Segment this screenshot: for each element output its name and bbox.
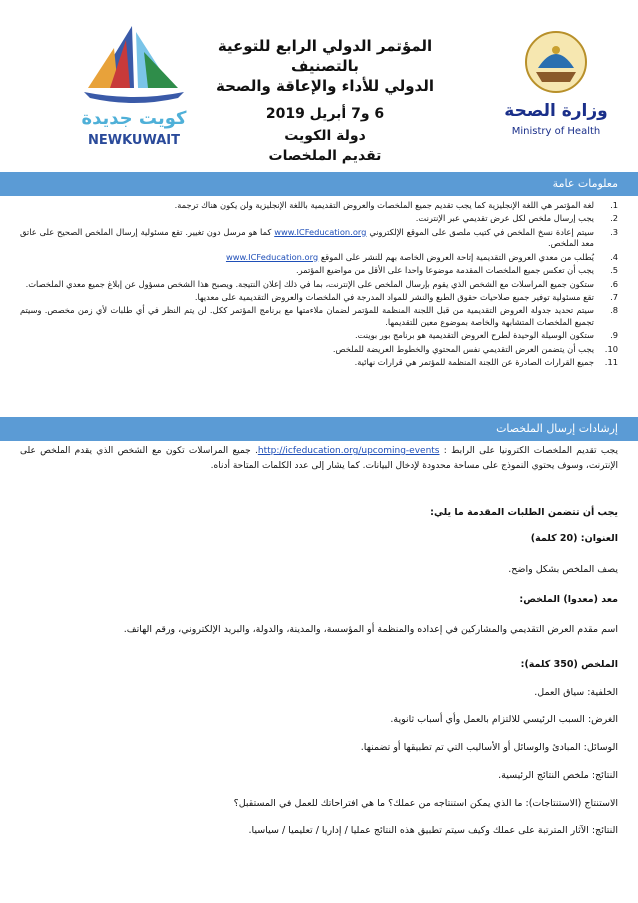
abstract-item: النتائج: ملخص النتائج الرئيسية. (498, 770, 618, 781)
conference-date: 6 و7 أبريل 2019 (265, 106, 385, 122)
list-item: 8. سيتم تحديد جدولة العروض التقديمية من قبل اللجنة المنظمة للمؤتمر لضمان ملاءمتها مع برنامج المؤتمر ككل. لن يتم النظر في أي طلبات لأي زمن مخصص. وسيتم تجميع الملخصات المتشابهة والخاصة بموضوع معين للتقديمها. (20, 305, 618, 327)
authors-desc: اسم مقدم العرض التقديمي والمشاركين في إعداده والمنظمة أو المؤسسة، والمدينة، والدولة، والبريد الإلكتروني، ورقم الهاتف. (123, 624, 618, 635)
sail-icon (74, 18, 194, 158)
list-item: 3. سيتم إعادة نسخ الملخص في كتيب ملصق على الموقع الإلكتروني www.ICFeducation.org كما هو مرسل دون تغيير. تقع مسئولية إرسال الملخص الصحيح على عاتق معد الملخص. (20, 226, 618, 249)
list-item: 11. جميع القرارات الصادرة عن اللجنة المنظمة للمؤتمر هي قرارات نهائية. (354, 357, 618, 368)
abstract-item: النتائج: الآثار المترتبة على عملك وكيف سيتم تطبيق هذه النتائج عمليا / إداريا / تعليميا / سياسيا. (248, 825, 618, 836)
logo-left-text: كويت جديدة (81, 108, 187, 129)
title-line1: المؤتمر الدولي الرابع للتوعية بالتصنيف (217, 37, 433, 75)
abstract-item: الوسائل: المبادئ والوسائل أو الأساليب التي تم تطبيقها أو تضمنها. (360, 742, 618, 753)
abstract-item: الخلفية: سياق العمل. (534, 687, 618, 698)
page-subtitle: تقديم الملخصات (268, 148, 382, 164)
section-general-info-heading: معلومات عامة (552, 177, 618, 190)
header (0, 0, 638, 170)
list-item: 9. ستكون الوسيلة الوحيدة لطرح العروض التقديمية هو برنامج بور بوينت. (354, 330, 618, 341)
ministry-of-health-logo (474, 20, 624, 160)
section-submission-guidelines-bar (0, 417, 638, 441)
emblem-icon (474, 20, 624, 160)
title-desc: يصف الملخص بشكل واضح. (508, 564, 618, 575)
new-kuwait-logo (74, 18, 194, 158)
list-item: 1. لغة المؤتمر هي اللغة الإنجليزية كما يجب تقديم جميع الملخصات والعروض التقديمية باللغة الإنجليزية ولن يكون هناك ترجمة. (174, 200, 618, 210)
abstract-label: الملخص (350 كلمة): (520, 659, 618, 670)
logo-right-en: Ministry of Health (511, 126, 601, 137)
upcoming-events-link[interactable]: http://icfeducation.org/upcoming-events (257, 446, 440, 456)
conference-title (190, 36, 460, 166)
logo-right-text: وزارة الصحة (504, 101, 608, 121)
list-item: 5. يجب أن تعكس جميع الملخصات المقدمة موضوعا واحدا على الأقل من مواضيع المؤتمر. (295, 265, 618, 276)
must-include-heading: يجب أن تتضمن الطلبات المقدمة ما يلي: (430, 507, 618, 518)
list-item: 4. يُطلب من معدي العروض التقديمية إتاحة العروض الخاصة بهم للنشر على الموقع www.ICFeducation.org (225, 251, 618, 262)
authors-label: معد (معدوا) الملخص: (519, 594, 618, 605)
icf-link[interactable]: www.ICFeducation.org (274, 226, 367, 237)
title-label: العنوان: (20 كلمة) (530, 533, 618, 544)
abstract-item: الاستنتاج (الاستنتاجات): ما الذي يمكن استنتاجه من عملك؟ ما هي افتراحاتك للعمل في المستقبل؟ (233, 798, 618, 809)
icf-link[interactable]: www.ICFeducation.org (225, 251, 319, 262)
abstract-item: الغرض: السبب الرئيسي للالتزام بالعمل وأي أسباب ثانوية. (390, 714, 618, 725)
submission-intro: يجب تقديم الملخصات الكترونيا على الرابط : http://icfeducation.org/upcoming-events. جميع المراسلات تكون مع الشخص الذي يقدم الملخص على الإنترنت، وسوف يحتوي النموذج على مساحة محدودة لإدخال البيانات. كما يشار إلى عدد الكلمات المتاحة أدناه. (20, 446, 618, 471)
title-line2: الدولي للأداء والإعاقة والصحة (216, 77, 434, 95)
logo-left-en: NEWKUWAIT (87, 133, 181, 148)
section-general-info-bar (0, 172, 638, 196)
section-submission-heading: إرشادات إرسال الملخصات (496, 422, 618, 435)
conference-country: دولة الكويت (284, 128, 366, 144)
list-item: 7. تقع مسئولية توفير جميع صلاحيات حقوق الطبع والنشر للمواد المدرجة في الملخصات والعروض التقديمية على معديها. (194, 291, 618, 302)
general-info-list (20, 200, 618, 370)
list-item: 10. يجب أن يتضمن العرض التقديمي نفس المحتوي والخطوط العريضة للملخص. (332, 343, 618, 354)
list-item: 6. ستكون جميع المراسلات مع الشخص الذي يقوم بإرسال الملخص على الإنترنت، بما في ذلك إعلان النتيجة. ويصبح هذا الشخص مسؤول عن إبلاغ جميع معدي الملخصات. (25, 278, 618, 289)
list-item: 2. يجب إرسال ملخص لكل عرض تقديمي عبر الإنترنت. (415, 213, 618, 224)
